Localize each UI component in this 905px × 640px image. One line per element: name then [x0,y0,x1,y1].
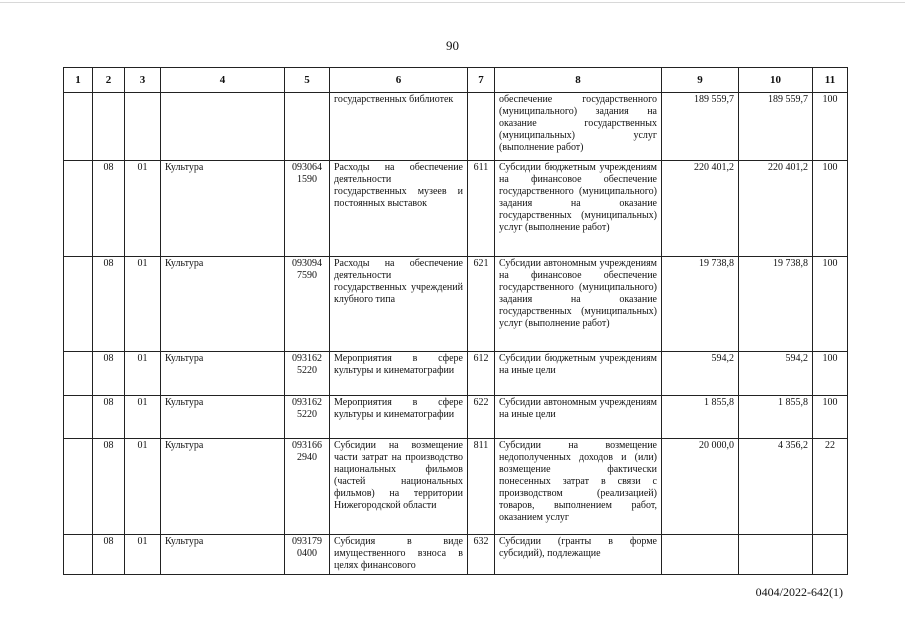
page-number: 90 [446,38,459,53]
cell-category [161,93,285,161]
table-row [64,439,848,535]
cell-expense-type: 621 [468,257,495,352]
cell-subsection [125,93,161,161]
cell-planned: 220 401,2 [662,161,739,257]
cell-planned: 594,2 [662,352,739,396]
cell-actual: 19 738,8 [739,257,813,352]
cell-percent: 100 [813,93,848,161]
cell-actual: 220 401,2 [739,161,813,257]
cell-section: 08 [93,535,125,575]
cell-target-code [285,93,330,161]
header-col-9: 9 [662,68,739,93]
header-col-10: 10 [739,68,813,93]
cell-expense-name: Субсидии на возмещение недополученных доходов и (или) возмещение фактически понесенных затрат в связи с производством (реализацией) товаров, выполнением работ, оказанием услуг [495,439,662,535]
header-col-5: 5 [285,68,330,93]
cell-expense-name: Субсидии бюджетным учреждениям на иные цели [495,352,662,396]
cell-col1 [64,161,93,257]
header-col-8: 8 [495,68,662,93]
cell-description: Субсидия в виде имущественного взноса в целях финансового [330,535,468,575]
cell-expense-name: Субсидии бюджетным учреждениям на финансовое обеспечение государственного (муниципального) задания на оказание государственных (муниципальных) услуг (выполнение работ) [495,161,662,257]
cell-percent: 100 [813,257,848,352]
table-row [64,352,848,396]
table-row [64,161,848,257]
cell-subsection: 01 [125,439,161,535]
cell-section: 08 [93,439,125,535]
cell-col1 [64,396,93,439]
cell-actual: 189 559,7 [739,93,813,161]
cell-target-code: 093162 5220 [285,396,330,439]
cell-col1 [64,257,93,352]
cell-subsection: 01 [125,257,161,352]
cell-target-code: 093094 7590 [285,257,330,352]
cell-expense-type: 611 [468,161,495,257]
cell-planned: 20 000,0 [662,439,739,535]
cell-actual: 1 855,8 [739,396,813,439]
cell-planned: 189 559,7 [662,93,739,161]
budget-table [63,67,848,575]
cell-percent: 100 [813,161,848,257]
cell-category: Культура [161,352,285,396]
cell-subsection: 01 [125,396,161,439]
cell-percent: 22 [813,439,848,535]
table-header-row [64,68,848,93]
cell-category: Культура [161,161,285,257]
cell-col1 [64,352,93,396]
cell-actual: 4 356,2 [739,439,813,535]
cell-subsection: 01 [125,352,161,396]
cell-target-code: 093064 1590 [285,161,330,257]
cell-percent: 100 [813,352,848,396]
cell-actual [739,535,813,575]
cell-target-code: 093162 5220 [285,352,330,396]
cell-target-code: 093166 2940 [285,439,330,535]
cell-expense-type: 811 [468,439,495,535]
table-row [64,535,848,575]
top-rule [0,2,905,3]
cell-percent [813,535,848,575]
cell-subsection: 01 [125,535,161,575]
header-col-2: 2 [93,68,125,93]
cell-description: Субсидии на возмещение части затрат на производство национальных фильмов (частей национальных фильмов) на территории Нижегородской области [330,439,468,535]
cell-col1 [64,93,93,161]
cell-category: Культура [161,396,285,439]
cell-planned: 1 855,8 [662,396,739,439]
cell-expense-type: 612 [468,352,495,396]
cell-actual: 594,2 [739,352,813,396]
cell-section: 08 [93,161,125,257]
cell-section [93,93,125,161]
cell-target-code: 093179 0400 [285,535,330,575]
table-row [64,93,848,161]
header-col-3: 3 [125,68,161,93]
cell-category: Культура [161,257,285,352]
cell-expense-type: 622 [468,396,495,439]
header-col-1: 1 [64,68,93,93]
cell-expense-type [468,93,495,161]
header-col-7: 7 [468,68,495,93]
header-col-4: 4 [161,68,285,93]
cell-section: 08 [93,396,125,439]
cell-description: Расходы на обеспечение деятельности государственных музеев и постоянных выставок [330,161,468,257]
cell-percent: 100 [813,396,848,439]
cell-category: Культура [161,535,285,575]
table-row [64,257,848,352]
cell-expense-type: 632 [468,535,495,575]
cell-col1 [64,535,93,575]
document-code: 0404/2022-642(1) [755,585,843,599]
cell-planned [662,535,739,575]
cell-description: Мероприятия в сфере культуры и кинематографии [330,352,468,396]
cell-description: Мероприятия в сфере культуры и кинематографии [330,396,468,439]
cell-section: 08 [93,352,125,396]
cell-subsection: 01 [125,161,161,257]
cell-description: государственных библиотек [330,93,468,161]
cell-expense-name: Субсидии (гранты в форме субсидий), подлежащие [495,535,662,575]
cell-planned: 19 738,8 [662,257,739,352]
cell-expense-name: Субсидии автономным учреждениям на иные цели [495,396,662,439]
cell-col1 [64,439,93,535]
cell-category: Культура [161,439,285,535]
cell-expense-name: Субсидии автономным учреждениям на финансовое обеспечение государственного (муниципального) задания на оказание государственных (муниципальных) услуг (выполнение работ) [495,257,662,352]
cell-description: Расходы на обеспечение деятельности государственных учреждений клубного типа [330,257,468,352]
header-col-11: 11 [813,68,848,93]
cell-section: 08 [93,257,125,352]
cell-expense-name: обеспечение государственного (муниципального) задания на оказание государственных (муниципальных) услуг (выполнение работ) [495,93,662,161]
header-col-6: 6 [330,68,468,93]
table-row [64,396,848,439]
